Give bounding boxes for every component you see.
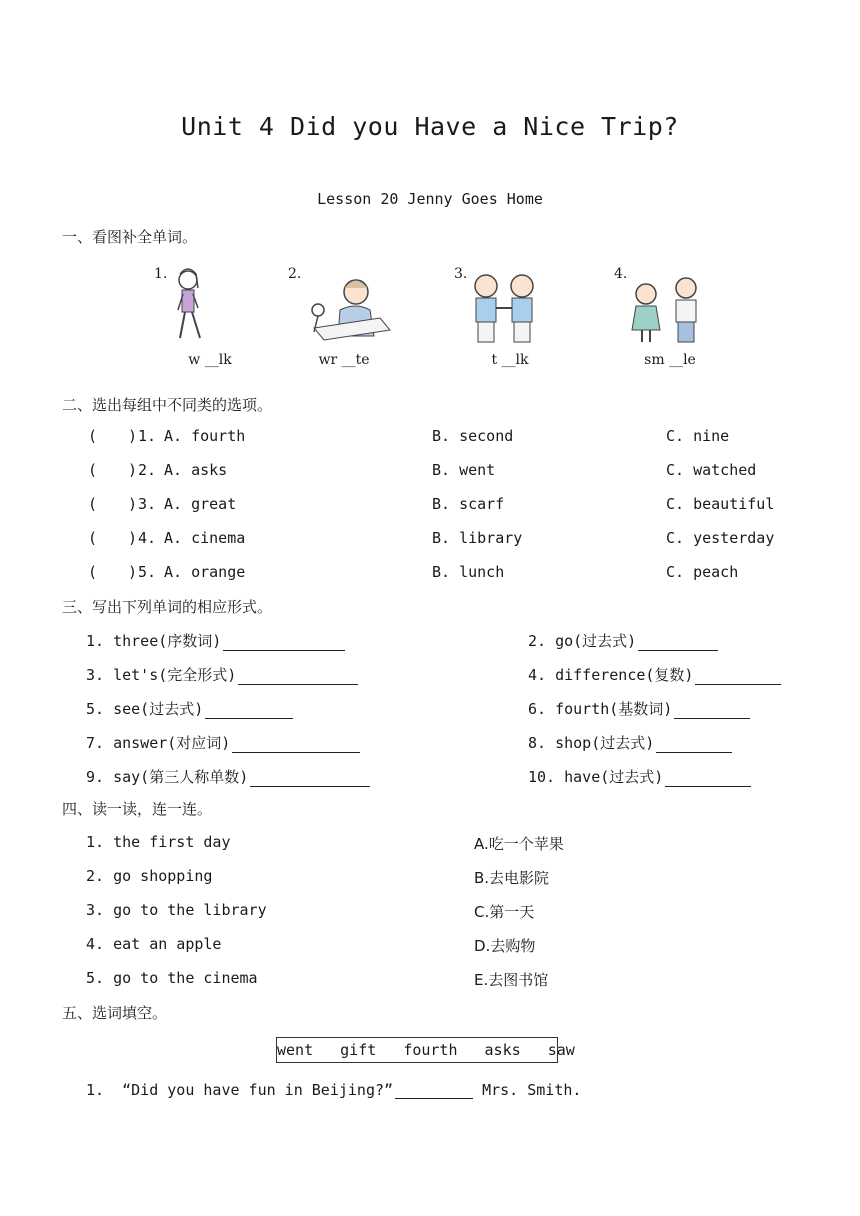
option-c: C. beautiful xyxy=(666,495,775,513)
picture-number: 3. xyxy=(454,266,468,282)
lesson-subtitle: Lesson 20 Jenny Goes Home xyxy=(317,190,543,208)
match-left-item[interactable]: 4. eat an apple xyxy=(86,935,222,953)
answer-blank[interactable] xyxy=(205,702,293,719)
word-form-item xyxy=(528,664,781,685)
match-right-item[interactable]: B.去电影院 xyxy=(474,869,550,887)
answer-paren-open[interactable]: ( xyxy=(88,495,98,513)
match-right-item[interactable]: D.去购物 xyxy=(474,937,536,955)
option-b: B. went xyxy=(432,461,496,479)
word-form-label: 7. answer(对应词) xyxy=(86,734,231,752)
option-c: C. nine xyxy=(666,427,730,445)
word-bank-word: fourth xyxy=(403,1041,458,1059)
option-a: A. great xyxy=(164,495,237,513)
section5-heading: 五、选词填空。 xyxy=(62,1004,168,1022)
word-form-label: 3. let's(完全形式) xyxy=(86,666,237,684)
picture-number: 2. xyxy=(288,266,302,282)
answer-paren-close: ) xyxy=(128,563,138,581)
option-b: B. scarf xyxy=(432,495,505,513)
question-text-after: Mrs. Smith. xyxy=(482,1081,582,1099)
answer-blank[interactable] xyxy=(250,770,370,787)
option-a: A. orange xyxy=(164,563,246,581)
match-left-item[interactable]: 1. the first day xyxy=(86,833,231,851)
option-c: C. watched xyxy=(666,461,757,479)
word-bank-box xyxy=(276,1037,575,1063)
answer-paren-open[interactable]: ( xyxy=(88,529,98,547)
answer-blank[interactable] xyxy=(638,634,718,651)
answer-blank[interactable] xyxy=(395,1082,473,1099)
question-number: 2. xyxy=(138,461,157,479)
word-bank-word: gift xyxy=(340,1041,377,1059)
picture-number: 1. xyxy=(154,266,168,282)
question-number: 1. xyxy=(138,427,157,445)
boys-talking-icon xyxy=(450,262,570,352)
option-c: C. peach xyxy=(666,563,739,581)
word-form-item xyxy=(86,698,293,719)
question-number: 4. xyxy=(138,529,157,547)
answer-blank[interactable] xyxy=(223,634,345,651)
word-form-item xyxy=(528,698,750,719)
option-a: A. fourth xyxy=(164,427,246,445)
word-form-label: 10. have(过去式) xyxy=(528,768,664,786)
answer-paren-open[interactable]: ( xyxy=(88,427,98,445)
word-form-label: 9. say(第三人称单数) xyxy=(86,768,249,786)
picture-number: 4. xyxy=(614,266,628,282)
option-c: C. yesterday xyxy=(666,529,775,547)
word-form-label: 2. go(过去式) xyxy=(528,632,637,650)
section1-heading: 一、看图补全单词。 xyxy=(62,228,198,246)
match-right-item[interactable]: A.吃一个苹果 xyxy=(474,835,564,853)
word-form-label: 8. shop(过去式) xyxy=(528,734,655,752)
word-form-item xyxy=(528,732,732,753)
question-text: “Did you have fun in Beijing?” xyxy=(122,1081,394,1099)
fill-question-1 xyxy=(86,1081,581,1099)
answer-blank[interactable] xyxy=(232,736,360,753)
word-form-item xyxy=(528,766,751,787)
option-b: B. second xyxy=(432,427,514,445)
picture-caption: t __lk xyxy=(491,352,529,368)
section3-heading: 三、写出下列单词的相应形式。 xyxy=(62,598,273,616)
word-form-label: 6. fourth(基数词) xyxy=(528,700,673,718)
word-form-item xyxy=(86,630,345,651)
answer-blank[interactable] xyxy=(674,702,750,719)
option-a: A. asks xyxy=(164,461,228,479)
option-a: A. cinema xyxy=(164,529,246,547)
answer-paren-close: ) xyxy=(128,427,138,445)
word-form-item xyxy=(528,630,718,651)
word-bank-word: saw xyxy=(547,1041,575,1059)
match-left-item[interactable]: 3. go to the library xyxy=(86,901,267,919)
match-right-item[interactable]: E.去图书馆 xyxy=(474,971,549,989)
kids-smiling-icon xyxy=(610,262,730,352)
question-number: 3. xyxy=(138,495,157,513)
answer-paren-close: ) xyxy=(128,529,138,547)
section4-heading: 四、读一读，连一连。 xyxy=(62,800,213,818)
answer-paren-open[interactable]: ( xyxy=(88,461,98,479)
picture-caption: sm __le xyxy=(644,352,696,368)
word-form-item xyxy=(86,664,358,685)
word-form-label: 1. three(序数词) xyxy=(86,632,222,650)
option-b: B. lunch xyxy=(432,563,505,581)
picture-caption: w __lk xyxy=(188,352,232,368)
word-form-item xyxy=(86,732,360,753)
answer-paren-open[interactable]: ( xyxy=(88,563,98,581)
picture-caption: wr __te xyxy=(318,352,370,368)
answer-blank[interactable] xyxy=(238,668,358,685)
word-form-label: 5. see(过去式) xyxy=(86,700,204,718)
word-bank-word: went xyxy=(277,1041,314,1059)
picture-4 xyxy=(610,262,730,372)
match-left-item[interactable]: 2. go shopping xyxy=(86,867,213,885)
match-left-item[interactable]: 5. go to the cinema xyxy=(86,969,258,987)
question-number: 5. xyxy=(138,563,157,581)
match-right-item[interactable]: C.第一天 xyxy=(474,903,535,921)
picture-3 xyxy=(450,262,570,372)
answer-paren-close: ) xyxy=(128,495,138,513)
girl-walking-icon xyxy=(150,262,270,352)
word-bank-word: asks xyxy=(484,1041,521,1059)
question-number: 1. xyxy=(86,1081,105,1099)
option-b: B. library xyxy=(432,529,523,547)
answer-blank[interactable] xyxy=(656,736,732,753)
word-form-label: 4. difference(复数) xyxy=(528,666,694,684)
answer-blank[interactable] xyxy=(695,668,781,685)
section2-heading: 二、选出每组中不同类的选项。 xyxy=(62,396,273,414)
answer-blank[interactable] xyxy=(665,770,751,787)
page-title: Unit 4 Did you Have a Nice Trip? xyxy=(181,112,679,141)
answer-paren-close: ) xyxy=(128,461,138,479)
girl-writing-icon xyxy=(284,262,404,352)
word-form-item xyxy=(86,766,370,787)
picture-1 xyxy=(150,262,270,372)
picture-2 xyxy=(284,262,404,372)
